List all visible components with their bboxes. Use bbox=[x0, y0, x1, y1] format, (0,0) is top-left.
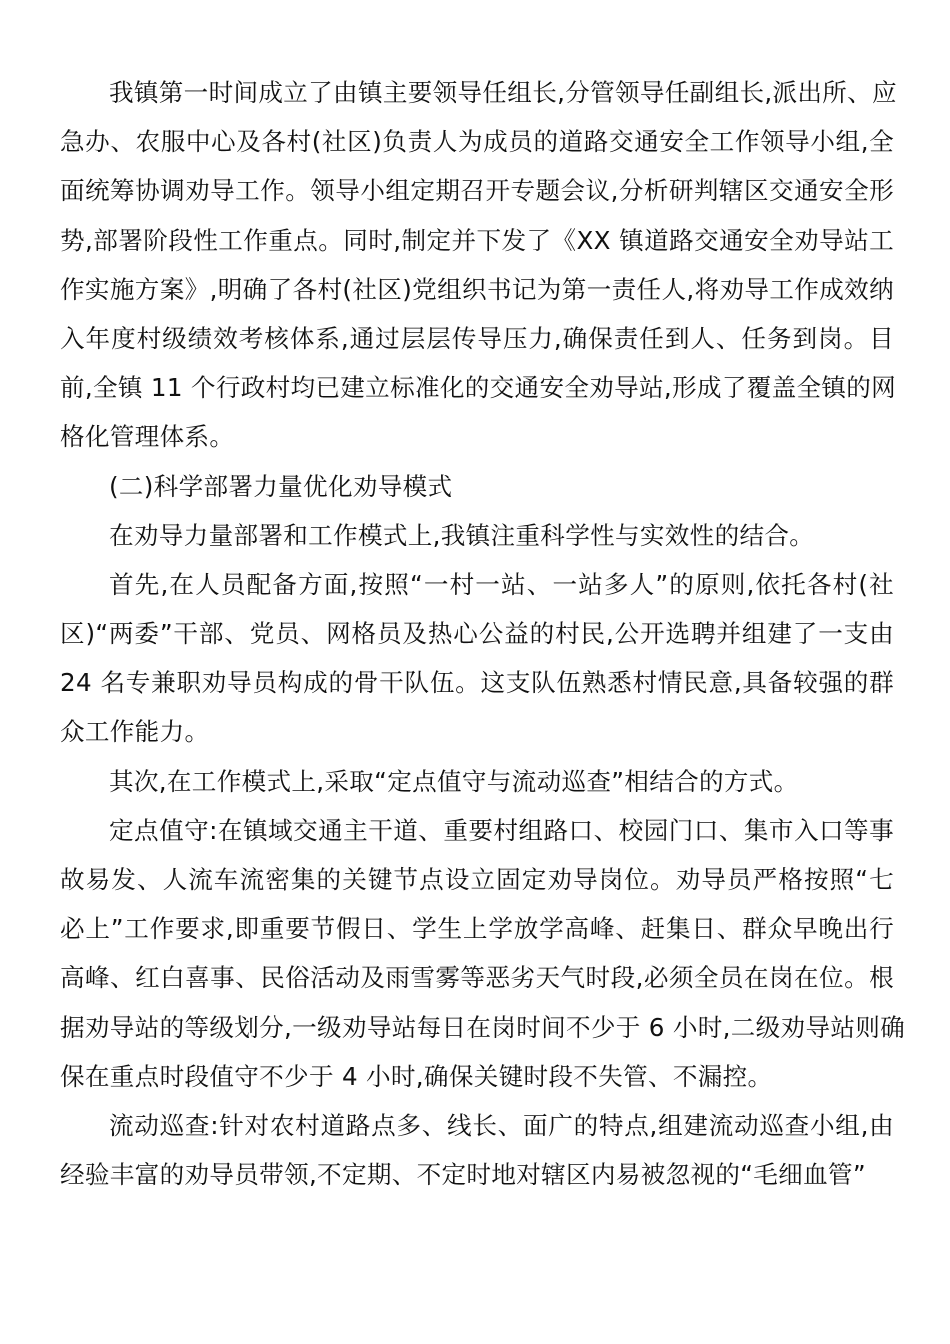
text-line: 故易发、人流车流密集的关键节点设立固定劝导岗位。劝导员严格按照“七 bbox=[60, 865, 894, 894]
text-line: 面统筹协调劝导工作。领导小组定期召开专题会议,分析研判辖区交通安全形 bbox=[60, 176, 894, 206]
paragraph-p7 bbox=[60, 1101, 894, 1199]
text-line: 区)“两委”干部、党员、网格员及热心公益的村民,公开选聘并组建了一支由 bbox=[60, 619, 894, 649]
paragraph-p5 bbox=[60, 757, 894, 806]
text-line: 保在重点时段值守不少于 4 小时,确保关键时段不失管、不漏控。 bbox=[60, 1061, 773, 1091]
text-line: 必上”工作要求,即重要节假日、学生上学放学高峰、赶集日、群众早晚出行 bbox=[60, 914, 894, 944]
text-line: 据劝导站的等级划分,一级劝导站每日在岗时间不少于 6 小时,二级劝导站则确 bbox=[60, 1012, 906, 1042]
text-line: 格化管理体系。 bbox=[60, 422, 235, 452]
paragraph-p3 bbox=[60, 511, 894, 560]
paragraph-p6 bbox=[60, 806, 906, 1101]
paragraph-p2 bbox=[60, 462, 894, 511]
paragraph-p4 bbox=[60, 560, 894, 757]
text-line: 势,部署阶段性工作重点。同时,制定并下发了《XX 镇道路交通安全劝导站工 bbox=[60, 225, 894, 255]
text-line: 首先,在人员配备方面,按照“一村一站、一站多人”的原则,依托各村(社 bbox=[109, 569, 894, 599]
text-line: 高峰、红白喜事、民俗活动及雨雪雾等恶劣天气时段,必须全员在岗在位。根 bbox=[60, 963, 894, 993]
text-line: 24 名专兼职劝导员构成的骨干队伍。这支队伍熟悉村情民意,具备较强的群 bbox=[60, 668, 894, 698]
text-line: 其次,在工作模式上,采取“定点值守与流动巡查”相结合的方式。 bbox=[109, 766, 799, 796]
text-line: 在劝导力量部署和工作模式上,我镇注重科学性与实效性的结合。 bbox=[109, 520, 815, 550]
text-line: 入年度村级绩效考核体系,通过层层传导压力,确保责任到人、任务到岗。目 bbox=[60, 323, 894, 353]
text-line: 定点值守:在镇域交通主干道、重要村组路口、校园门口、集市入口等事 bbox=[109, 815, 894, 845]
text-line: 众工作能力。 bbox=[60, 717, 210, 747]
text-line: (二)科学部署力量优化劝导模式 bbox=[109, 471, 453, 501]
text-line: 我镇第一时间成立了由镇主要领导任组长,分管领导任副组长,派出所、应 bbox=[109, 78, 897, 107]
text-line: 急办、农服中心及各村(社区)负责人为成员的道路交通安全工作领导小组,全 bbox=[60, 127, 894, 157]
text-line: 流动巡查:针对农村道路点多、线长、面广的特点,组建流动巡查小组,由 bbox=[109, 1110, 894, 1140]
text-line: 经验丰富的劝导员带领,不定期、不定时地对辖区内易被忽视的“毛细血管” bbox=[60, 1160, 866, 1190]
text-line: 前,全镇 11 个行政村均已建立标准化的交通安全劝导站,形成了覆盖全镇的网 bbox=[60, 373, 897, 403]
text-line: 作实施方案》,明确了各村(社区)党组织书记为第一责任人,将劝导工作成效纳 bbox=[60, 274, 894, 304]
document-body bbox=[60, 68, 906, 1199]
paragraph-p1 bbox=[60, 68, 897, 462]
